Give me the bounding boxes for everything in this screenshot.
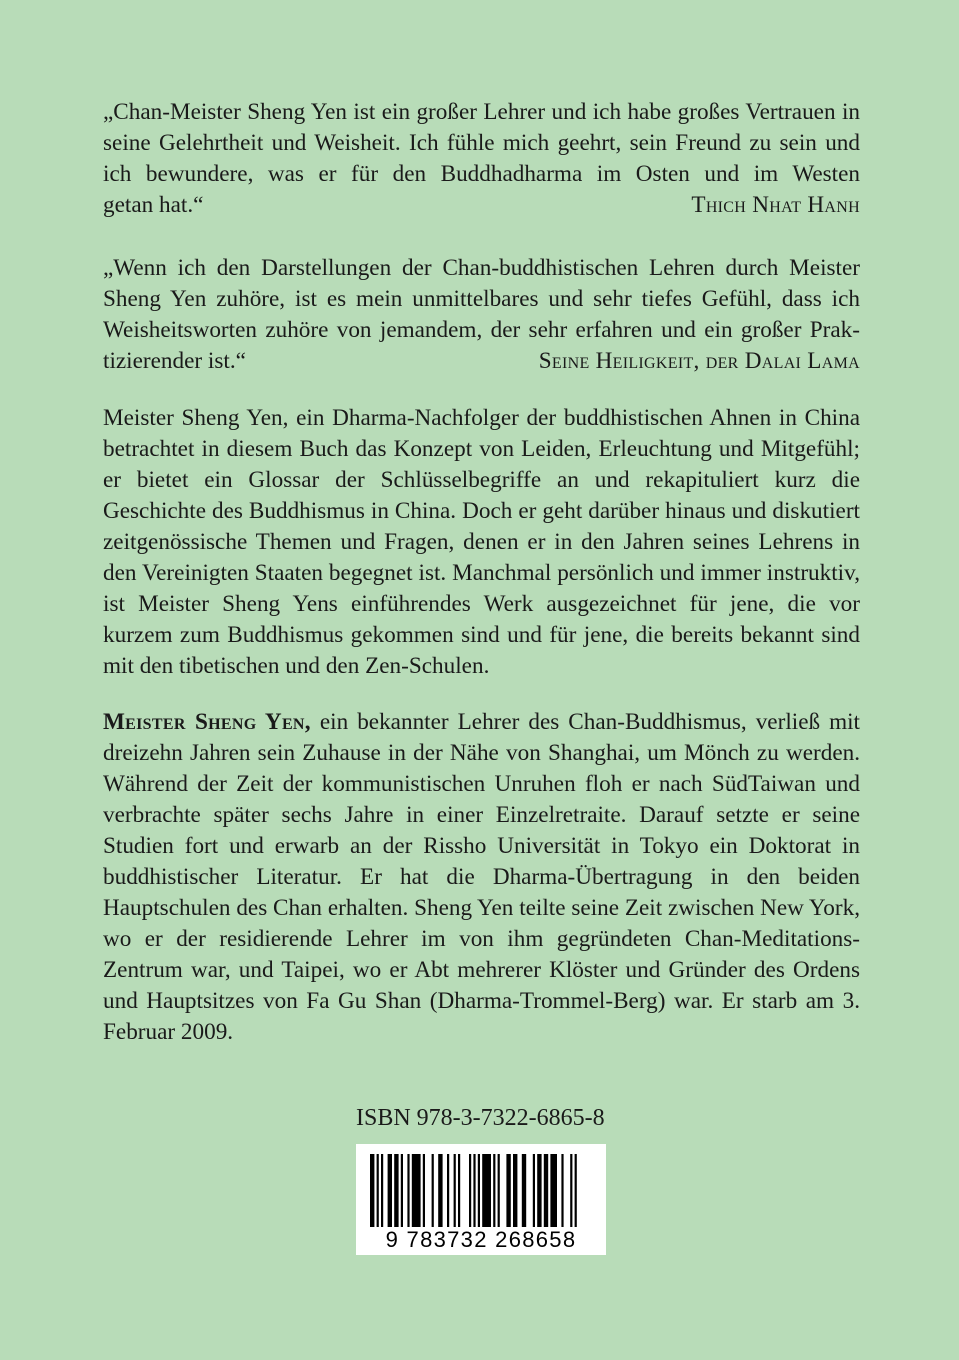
barcode-bar — [394, 1154, 398, 1227]
barcode-bar — [458, 1154, 460, 1227]
quote-last-line: getan hat.“ — [103, 192, 204, 218]
barcode-bar — [570, 1154, 572, 1227]
barcode-bar — [513, 1154, 517, 1227]
barcode-bar — [482, 1154, 491, 1227]
quote-thich-nhat-hanh — [103, 97, 860, 221]
barcode-bar — [537, 1154, 541, 1227]
barcode-bar — [370, 1154, 374, 1227]
barcode-bar — [575, 1154, 577, 1227]
barcode-bar — [550, 1154, 557, 1227]
barcode-bar — [544, 1154, 548, 1227]
barcode-bar — [561, 1154, 563, 1227]
author-bio-text: ein bekannter Lehrer des Chan-Buddhismus, verließ mit dreizehn Jahren sein Zuhause in der Nähe von Shanghai, um Mönch zu werden. Während der Zeit der kommunistischen Unruhen floh er nach SüdTaiwan und verbrachte später sechs Jahre in einer Einzelretraite. Darauf setzte er seine Studien fort und erwarb an der Rissho Universität in Tokyo ein Doktorat in buddhistischer Literatur. Er hat die Dharma-Übertragung in den beiden Hauptschulen des Chan erhalten. Sheng Yen teilte seine Zeit zwischen New York, wo er der residierende Lehrer im von ihm gegründeten Chan-Meditations-Zentrum war, und Taipei, wo er Abt mehrerer Klöster und Gründer des Ordens und Hauptsitzes von Fa Gu Shan (Dharma-Trommel-Berg) war. Er starb am 3. Februar 2009. — [103, 709, 860, 1045]
quote-attribution: Seine Heiligkeit, der Dalai Lama — [538, 348, 860, 374]
barcode-bar — [388, 1154, 392, 1227]
quote-last-line: tizierender ist.“ — [103, 348, 246, 374]
barcode-bar — [493, 1154, 495, 1227]
barcode-bar — [401, 1154, 403, 1227]
quote-closing-line — [103, 346, 860, 377]
barcode-bar — [412, 1154, 421, 1227]
barcode-bar — [478, 1154, 480, 1227]
barcode-bar — [454, 1154, 456, 1227]
barcode — [356, 1144, 606, 1255]
quote-closing-line — [103, 190, 860, 221]
quote-dalai-lama — [103, 253, 860, 377]
barcode-bar — [438, 1154, 442, 1227]
author-name: Meister Sheng Yen, — [103, 709, 311, 735]
barcode-bar — [377, 1154, 379, 1227]
quote-attribution: Thich Nhat Hanh — [691, 192, 860, 218]
barcode-bar — [506, 1154, 510, 1227]
author-bio — [103, 707, 860, 1048]
barcode-bar — [473, 1154, 475, 1227]
barcode-digits: 9 783732 268658 — [385, 1227, 577, 1252]
barcode-bar — [423, 1154, 425, 1227]
quote-text: „Wenn ich den Darstellungen der Chan-buddhistischen Lehren durch Meister Sheng Yen zuhöre, ist es mein unmittelbares und sehr tiefes Gefühl, dass ich Weisheitsworten zuhöre von jemandem, der sehr erfahren und ein großer Prak- — [103, 255, 860, 343]
isbn-label: ISBN 978-3-7322-6865-8 — [356, 1105, 605, 1131]
barcode-bar — [447, 1154, 449, 1227]
barcode-bar — [407, 1154, 409, 1227]
barcode-bar — [498, 1154, 500, 1227]
barcode-bar — [469, 1154, 471, 1227]
quote-text: „Chan-Meister Sheng Yen ist ein großer Lehrer und ich habe großes Vertrauen in seine Gelehrtheit und Weisheit. Ich fühle mich geehrt, sein Freund zu sein und ich bewundere, was er für den Buddhadharma im Osten und im Westen — [103, 99, 860, 187]
barcode-bar — [381, 1154, 383, 1227]
barcode-bar — [522, 1154, 526, 1227]
barcode-bar — [533, 1154, 535, 1227]
book-description: Meister Sheng Yen, ein Dharma-Nachfolger der buddhistischen Ahnen in China betrachtet in diesem Buch das Konzept von Leiden, Erleuchtung und Mitgefühl; er bietet ein Glossar der Schlüsselbegriffe an und rekapituliert kurz die Geschichte des Buddhismus in China. Doch er geht darüber hinaus und diskutiert zeitgenössische Themen und Fragen, denen er in den Jahren seines Lehrens in den Vereinigten Staaten begegnet ist. Manchmal persönlich und immer instruktiv, ist Meister Sheng Yens einführendes Werk ausgezeichnet für jene, die vor kurzem zum Buddhismus gekommen sind und für jene, die bereits bekannt sind mit den tibetischen und den Zen-Schulen. — [103, 405, 860, 679]
barcode-bar — [432, 1154, 434, 1227]
